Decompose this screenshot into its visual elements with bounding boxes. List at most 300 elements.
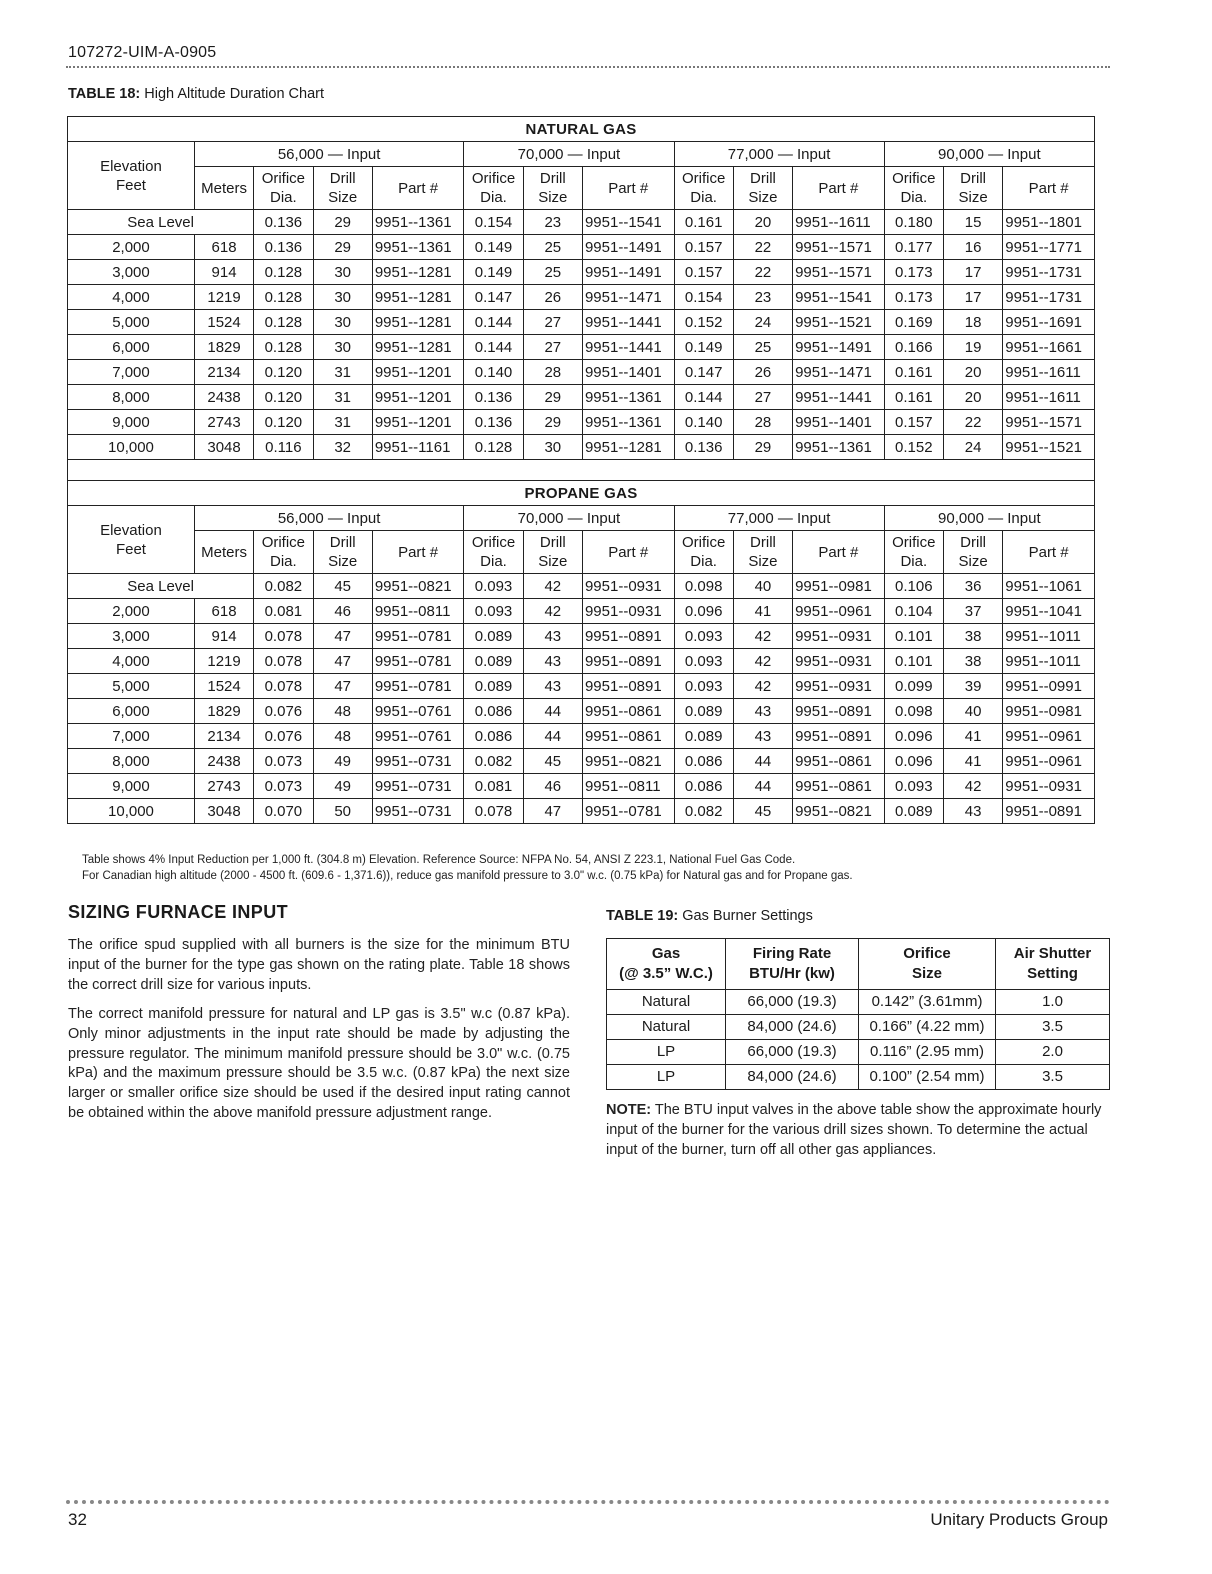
- elevation-cell: Sea Level: [68, 574, 254, 599]
- drill-cell: 38: [943, 649, 1002, 674]
- table-cell: 3.5: [996, 1065, 1110, 1090]
- drill-cell: 18: [943, 310, 1002, 335]
- part-cell: 9951--1521: [1003, 435, 1095, 460]
- part-cell: 9951--1361: [582, 385, 674, 410]
- input-group-header: 77,000 — Input: [674, 142, 884, 167]
- drill-cell: 30: [523, 435, 582, 460]
- part-cell: 9951--1201: [372, 385, 464, 410]
- part-cell: 9951--1471: [582, 285, 674, 310]
- orifice-label: Orifice: [892, 534, 936, 551]
- part-cell: 9951--1571: [793, 235, 885, 260]
- drill-header: [523, 531, 582, 574]
- elevation-cell: 9,000: [68, 410, 195, 435]
- table-19-note: [606, 1101, 1110, 1160]
- part-cell: 9951--1611: [793, 210, 885, 235]
- drill-cell: 48: [313, 724, 372, 749]
- drill-cell: 20: [733, 210, 792, 235]
- drill-cell: 29: [313, 235, 372, 260]
- input-group-header: 56,000 — Input: [194, 142, 463, 167]
- table-cell: 0.142” (3.61mm): [859, 990, 996, 1015]
- part-cell: 9951--0891: [793, 724, 885, 749]
- orifice-cell: 0.086: [464, 699, 523, 724]
- drill-cell: 25: [523, 260, 582, 285]
- orifice-cell: 0.093: [674, 624, 733, 649]
- table-19-label: TABLE 19:: [606, 908, 679, 924]
- drill-cell: 40: [943, 699, 1002, 724]
- orifice-cell: 0.101: [884, 649, 943, 674]
- orifice-cell: 0.082: [674, 799, 733, 824]
- orifice-header: [674, 167, 733, 210]
- part-cell: 9951--0781: [372, 674, 464, 699]
- table-18-title: High Altitude Duration Chart: [144, 86, 325, 102]
- table-cell: 66,000 (19.3): [726, 990, 859, 1015]
- part-cell: 9951--0731: [372, 799, 464, 824]
- drill-cell: 42: [523, 599, 582, 624]
- drill-header: [733, 167, 792, 210]
- table-row: [607, 1065, 1110, 1090]
- part-cell: 9951--0931: [582, 574, 674, 599]
- orifice-cell: 0.093: [884, 774, 943, 799]
- orifice-cell: 0.098: [674, 574, 733, 599]
- orifice-cell: 0.140: [464, 360, 523, 385]
- part-cell: 9951--1011: [1003, 649, 1095, 674]
- orifice-header: [254, 531, 313, 574]
- table-row: [68, 260, 1095, 285]
- elevation-cell: 5,000: [68, 310, 195, 335]
- page-number: 32: [68, 1510, 87, 1529]
- orifice-cell: 0.166: [884, 335, 943, 360]
- input-group-header: 90,000 — Input: [884, 142, 1094, 167]
- orifice-label: Orifice: [471, 534, 516, 551]
- drill-cell: 22: [733, 235, 792, 260]
- orifice-cell: 0.149: [464, 235, 523, 260]
- orifice-dia-label: Dia.: [690, 553, 717, 570]
- orifice-cell: 0.169: [884, 310, 943, 335]
- gas-title-row: [68, 481, 1095, 506]
- orifice-cell: 0.128: [254, 310, 313, 335]
- table-row: [607, 1040, 1110, 1065]
- footer-divider: [66, 1500, 1110, 1504]
- table-cell: 1.0: [996, 990, 1110, 1015]
- column-header: Air Shutter Setting: [996, 939, 1110, 990]
- orifice-dia-label: Dia.: [480, 189, 507, 206]
- orifice-header: [254, 167, 313, 210]
- table-18-note: Table shows 4% Input Reduction per 1,000 ft. (304.8 m) Elevation. Reference Source: NFPA No. 54, ANSI Z 223.1, National Fuel Gas Code.: [82, 854, 796, 866]
- table-cell: 66,000 (19.3): [726, 1040, 859, 1065]
- table-cell: Natural: [607, 1015, 726, 1040]
- orifice-cell: 0.086: [674, 774, 733, 799]
- part-cell: 9951--1361: [372, 235, 464, 260]
- drill-label: Drill: [539, 170, 566, 187]
- orifice-cell: 0.120: [254, 360, 313, 385]
- gas-burner-settings-table: [606, 938, 1110, 1090]
- drill-size-label: Size: [538, 553, 568, 570]
- elevation-cell: 2,000: [68, 235, 195, 260]
- drill-cell: 27: [523, 335, 582, 360]
- column-header-row: [68, 531, 1095, 574]
- document-id: 107272-UIM-A-0905: [68, 44, 217, 61]
- orifice-cell: 0.089: [674, 699, 733, 724]
- drill-cell: 28: [523, 360, 582, 385]
- drill-cell: 44: [733, 749, 792, 774]
- drill-cell: 42: [943, 774, 1002, 799]
- spacer-cell: [68, 460, 1095, 481]
- drill-cell: 50: [313, 799, 372, 824]
- sizing-heading: SIZING FURNACE INPUT: [68, 902, 289, 922]
- drill-cell: 24: [943, 435, 1002, 460]
- table-cell: 0.100” (2.54 mm): [859, 1065, 996, 1090]
- part-cell: 9951--0931: [793, 624, 885, 649]
- drill-cell: 29: [523, 410, 582, 435]
- orifice-cell: 0.161: [884, 385, 943, 410]
- drill-cell: 23: [523, 210, 582, 235]
- elevation-cell: 3,000: [68, 260, 195, 285]
- orifice-cell: 0.070: [254, 799, 313, 824]
- meters-cell: 618: [194, 235, 253, 260]
- orifice-dia-label: Dia.: [480, 553, 507, 570]
- orifice-cell: 0.082: [254, 574, 313, 599]
- part-cell: 9951--1611: [1003, 385, 1095, 410]
- orifice-cell: 0.086: [674, 749, 733, 774]
- column-header-row: [68, 167, 1095, 210]
- orifice-cell: 0.136: [254, 210, 313, 235]
- part-cell: 9951--0811: [372, 599, 464, 624]
- part-cell: 9951--1731: [1003, 260, 1095, 285]
- orifice-header: [674, 531, 733, 574]
- drill-cell: 44: [523, 699, 582, 724]
- orifice-cell: 0.152: [884, 435, 943, 460]
- drill-cell: 42: [733, 624, 792, 649]
- meters-cell: 618: [194, 599, 253, 624]
- drill-label: Drill: [539, 534, 566, 551]
- orifice-cell: 0.161: [674, 210, 733, 235]
- meters-cell: 2438: [194, 749, 253, 774]
- orifice-label: Orifice: [471, 170, 516, 187]
- drill-cell: 27: [523, 310, 582, 335]
- orifice-cell: 0.116: [254, 435, 313, 460]
- orifice-cell: 0.144: [674, 385, 733, 410]
- drill-cell: 45: [733, 799, 792, 824]
- part-cell: 9951--1161: [372, 435, 464, 460]
- drill-cell: 29: [733, 435, 792, 460]
- table-cell: Natural: [607, 990, 726, 1015]
- orifice-cell: 0.149: [464, 260, 523, 285]
- part-cell: 9951--1361: [582, 410, 674, 435]
- drill-cell: 40: [733, 574, 792, 599]
- drill-cell: 30: [313, 310, 372, 335]
- drill-cell: 43: [523, 649, 582, 674]
- meters-cell: 1219: [194, 649, 253, 674]
- drill-cell: 24: [733, 310, 792, 335]
- elevation-cell: 7,000: [68, 360, 195, 385]
- drill-label: Drill: [960, 170, 986, 187]
- part-cell: 9951--1691: [1003, 310, 1095, 335]
- input-group-header: 77,000 — Input: [674, 506, 884, 531]
- drill-cell: 22: [943, 410, 1002, 435]
- feet-label: Feet: [115, 176, 146, 194]
- orifice-cell: 0.173: [884, 285, 943, 310]
- orifice-dia-label: Dia.: [270, 553, 297, 570]
- sizing-paragraph: The orifice spud supplied with all burners is the size for the minimum BTU input of the burner for the type gas shown on the rating plate. Table 18 shows the correct drill size for various inputs.: [68, 937, 570, 993]
- orifice-header: [884, 167, 943, 210]
- orifice-cell: 0.140: [674, 410, 733, 435]
- orifice-cell: 0.136: [254, 235, 313, 260]
- part-cell: 9951--0931: [582, 599, 674, 624]
- drill-cell: 45: [313, 574, 372, 599]
- part-cell: 9951--0891: [793, 699, 885, 724]
- meters-cell: 1829: [194, 335, 253, 360]
- table-row: [607, 990, 1110, 1015]
- part-cell: 9951--0931: [1003, 774, 1095, 799]
- orifice-cell: 0.096: [674, 599, 733, 624]
- part-cell: 9951--1541: [793, 285, 885, 310]
- note-text: The BTU input valves in the above table show the approximate hourly input of the burner for the various drill sizes shown. To determine the actual input of the burner, turn off all other gas appliances.: [606, 1102, 1102, 1158]
- elevation-cell: 10,000: [68, 435, 195, 460]
- part-cell: 9951--0781: [582, 799, 674, 824]
- table-cell: LP: [607, 1040, 726, 1065]
- drill-cell: 37: [943, 599, 1002, 624]
- orifice-dia-label: Dia.: [270, 189, 297, 206]
- orifice-cell: 0.098: [884, 699, 943, 724]
- table-row: [68, 210, 1095, 235]
- orifice-cell: 0.177: [884, 235, 943, 260]
- part-cell: 9951--0981: [1003, 699, 1095, 724]
- orifice-cell: 0.073: [254, 774, 313, 799]
- part-cell: 9951--0991: [1003, 674, 1095, 699]
- orifice-label: Orifice: [261, 534, 306, 551]
- orifice-cell: 0.144: [464, 310, 523, 335]
- table-cell: 84,000 (24.6): [726, 1015, 859, 1040]
- drill-cell: 30: [313, 285, 372, 310]
- part-cell: 9951--0891: [582, 649, 674, 674]
- drill-header: [313, 167, 372, 210]
- drill-label: Drill: [750, 534, 776, 551]
- input-header-row: [68, 506, 1095, 531]
- part-cell: 9951--0811: [582, 774, 674, 799]
- orifice-cell: 0.093: [464, 599, 523, 624]
- table-row: [68, 674, 1095, 699]
- input-group-header: 90,000 — Input: [884, 506, 1094, 531]
- elevation-cell: Sea Level: [68, 210, 254, 235]
- meters-cell: 2134: [194, 360, 253, 385]
- table-header-row: [607, 939, 1110, 990]
- orifice-cell: 0.104: [884, 599, 943, 624]
- orifice-cell: 0.082: [464, 749, 523, 774]
- drill-cell: 42: [733, 649, 792, 674]
- part-cell: 9951--1491: [793, 335, 885, 360]
- meters-cell: 1524: [194, 674, 253, 699]
- orifice-cell: 0.120: [254, 410, 313, 435]
- drill-cell: 23: [733, 285, 792, 310]
- table-row: [68, 360, 1095, 385]
- drill-cell: 31: [313, 360, 372, 385]
- orifice-cell: 0.157: [884, 410, 943, 435]
- part-header: Part #: [582, 531, 674, 574]
- part-cell: 9951--1521: [793, 310, 885, 335]
- part-cell: 9951--0861: [582, 699, 674, 724]
- drill-cell: 47: [313, 624, 372, 649]
- part-cell: 9951--0821: [582, 749, 674, 774]
- drill-header: [943, 531, 1002, 574]
- drill-cell: 31: [313, 385, 372, 410]
- drill-cell: 45: [523, 749, 582, 774]
- part-cell: 9951--1401: [793, 410, 885, 435]
- drill-cell: 32: [313, 435, 372, 460]
- meters-cell: 2438: [194, 385, 253, 410]
- part-cell: 9951--1281: [372, 285, 464, 310]
- part-cell: 9951--1281: [372, 335, 464, 360]
- drill-size-label: Size: [958, 553, 988, 570]
- drill-cell: 15: [943, 210, 1002, 235]
- part-cell: 9951--0891: [582, 674, 674, 699]
- orifice-cell: 0.081: [254, 599, 313, 624]
- orifice-cell: 0.180: [884, 210, 943, 235]
- part-cell: 9951--0731: [372, 749, 464, 774]
- drill-cell: 43: [943, 799, 1002, 824]
- orifice-cell: 0.144: [464, 335, 523, 360]
- orifice-cell: 0.086: [464, 724, 523, 749]
- meters-cell: 3048: [194, 435, 253, 460]
- part-cell: 9951--1541: [582, 210, 674, 235]
- drill-cell: 17: [943, 260, 1002, 285]
- high-altitude-table: [67, 116, 1095, 824]
- table-18-label: TABLE 18:: [68, 86, 141, 102]
- drill-cell: 39: [943, 674, 1002, 699]
- drill-cell: 42: [523, 574, 582, 599]
- drill-cell: 41: [733, 599, 792, 624]
- table-cell: 84,000 (24.6): [726, 1065, 859, 1090]
- orifice-cell: 0.149: [674, 335, 733, 360]
- part-cell: 9951--1401: [582, 360, 674, 385]
- orifice-cell: 0.154: [464, 210, 523, 235]
- elevation-cell: 9,000: [68, 774, 195, 799]
- company-name: Unitary Products Group: [930, 1510, 1108, 1529]
- part-cell: 9951--0961: [1003, 749, 1095, 774]
- meters-cell: 3048: [194, 799, 253, 824]
- gas-title-row: [68, 117, 1095, 142]
- orifice-cell: 0.073: [254, 749, 313, 774]
- elevation-label: Elevation: [100, 157, 162, 175]
- elevation-cell: 8,000: [68, 385, 195, 410]
- orifice-cell: 0.106: [884, 574, 943, 599]
- orifice-cell: 0.152: [674, 310, 733, 335]
- note-label: NOTE:: [606, 1102, 652, 1118]
- table-cell: LP: [607, 1065, 726, 1090]
- drill-cell: 36: [943, 574, 1002, 599]
- input-group-header: 56,000 — Input: [194, 506, 463, 531]
- orifice-cell: 0.089: [884, 799, 943, 824]
- orifice-cell: 0.093: [674, 674, 733, 699]
- drill-header: [523, 167, 582, 210]
- table-row: [68, 435, 1095, 460]
- drill-cell: 43: [523, 624, 582, 649]
- part-header: Part #: [372, 531, 464, 574]
- part-cell: 9951--0821: [793, 799, 885, 824]
- part-header: Part #: [1003, 531, 1095, 574]
- drill-header: [313, 531, 372, 574]
- drill-cell: 29: [523, 385, 582, 410]
- part-cell: 9951--1011: [1003, 624, 1095, 649]
- table-cell: 3.5: [996, 1015, 1110, 1040]
- elevation-cell: 6,000: [68, 699, 195, 724]
- part-cell: 9951--1041: [1003, 599, 1095, 624]
- table-row: [68, 410, 1095, 435]
- orifice-cell: 0.089: [464, 649, 523, 674]
- elevation-cell: 7,000: [68, 724, 195, 749]
- drill-header: [733, 531, 792, 574]
- orifice-cell: 0.096: [884, 749, 943, 774]
- table-row: [68, 285, 1095, 310]
- drill-cell: 48: [313, 699, 372, 724]
- part-cell: 9951--1441: [582, 310, 674, 335]
- elevation-header: [68, 506, 195, 574]
- elevation-header: [68, 142, 195, 210]
- table-row: [68, 649, 1095, 674]
- orifice-cell: 0.157: [674, 235, 733, 260]
- part-cell: 9951--1441: [582, 335, 674, 360]
- table-row: [68, 624, 1095, 649]
- part-cell: 9951--1201: [372, 410, 464, 435]
- part-cell: 9951--1491: [582, 235, 674, 260]
- table-18-notes: [82, 852, 853, 884]
- elevation-cell: 4,000: [68, 649, 195, 674]
- table-18-note: For Canadian high altitude (2000 - 4500 ft. (609.6 - 1,371.6)), reduce gas manifold pressure to 3.0" w.c. (0.75 kPa) for Natural gas and for Propane gas.: [82, 870, 853, 882]
- drill-cell: 26: [733, 360, 792, 385]
- section-spacer: [68, 460, 1095, 481]
- drill-cell: 16: [943, 235, 1002, 260]
- part-cell: 9951--0761: [372, 724, 464, 749]
- drill-cell: 43: [733, 699, 792, 724]
- part-cell: 9951--1611: [1003, 360, 1095, 385]
- orifice-cell: 0.078: [464, 799, 523, 824]
- part-cell: 9951--1361: [793, 435, 885, 460]
- drill-label: Drill: [329, 170, 356, 187]
- meters-cell: 2743: [194, 410, 253, 435]
- meters-cell: 2134: [194, 724, 253, 749]
- orifice-cell: 0.093: [674, 649, 733, 674]
- drill-cell: 44: [523, 724, 582, 749]
- table-row: [68, 574, 1095, 599]
- drill-cell: 30: [313, 260, 372, 285]
- orifice-cell: 0.081: [464, 774, 523, 799]
- drill-cell: 43: [733, 724, 792, 749]
- orifice-cell: 0.078: [254, 674, 313, 699]
- drill-cell: 47: [313, 674, 372, 699]
- part-header: Part #: [1003, 167, 1095, 210]
- column-header: Orifice Size: [859, 939, 996, 990]
- orifice-cell: 0.093: [464, 574, 523, 599]
- orifice-cell: 0.128: [254, 260, 313, 285]
- orifice-label: Orifice: [261, 170, 306, 187]
- part-cell: 9951--0891: [582, 624, 674, 649]
- orifice-cell: 0.089: [674, 724, 733, 749]
- orifice-label: Orifice: [681, 534, 726, 551]
- orifice-cell: 0.101: [884, 624, 943, 649]
- orifice-cell: 0.154: [674, 285, 733, 310]
- drill-cell: 43: [523, 674, 582, 699]
- part-cell: 9951--1731: [1003, 285, 1095, 310]
- orifice-cell: 0.076: [254, 724, 313, 749]
- part-cell: 9951--0861: [793, 749, 885, 774]
- orifice-cell: 0.136: [674, 435, 733, 460]
- table-row: [68, 599, 1095, 624]
- drill-cell: 47: [313, 649, 372, 674]
- orifice-cell: 0.128: [254, 335, 313, 360]
- drill-label: Drill: [960, 534, 986, 551]
- elevation-label: Elevation: [100, 521, 162, 539]
- drill-cell: 20: [943, 360, 1002, 385]
- drill-header: [943, 167, 1002, 210]
